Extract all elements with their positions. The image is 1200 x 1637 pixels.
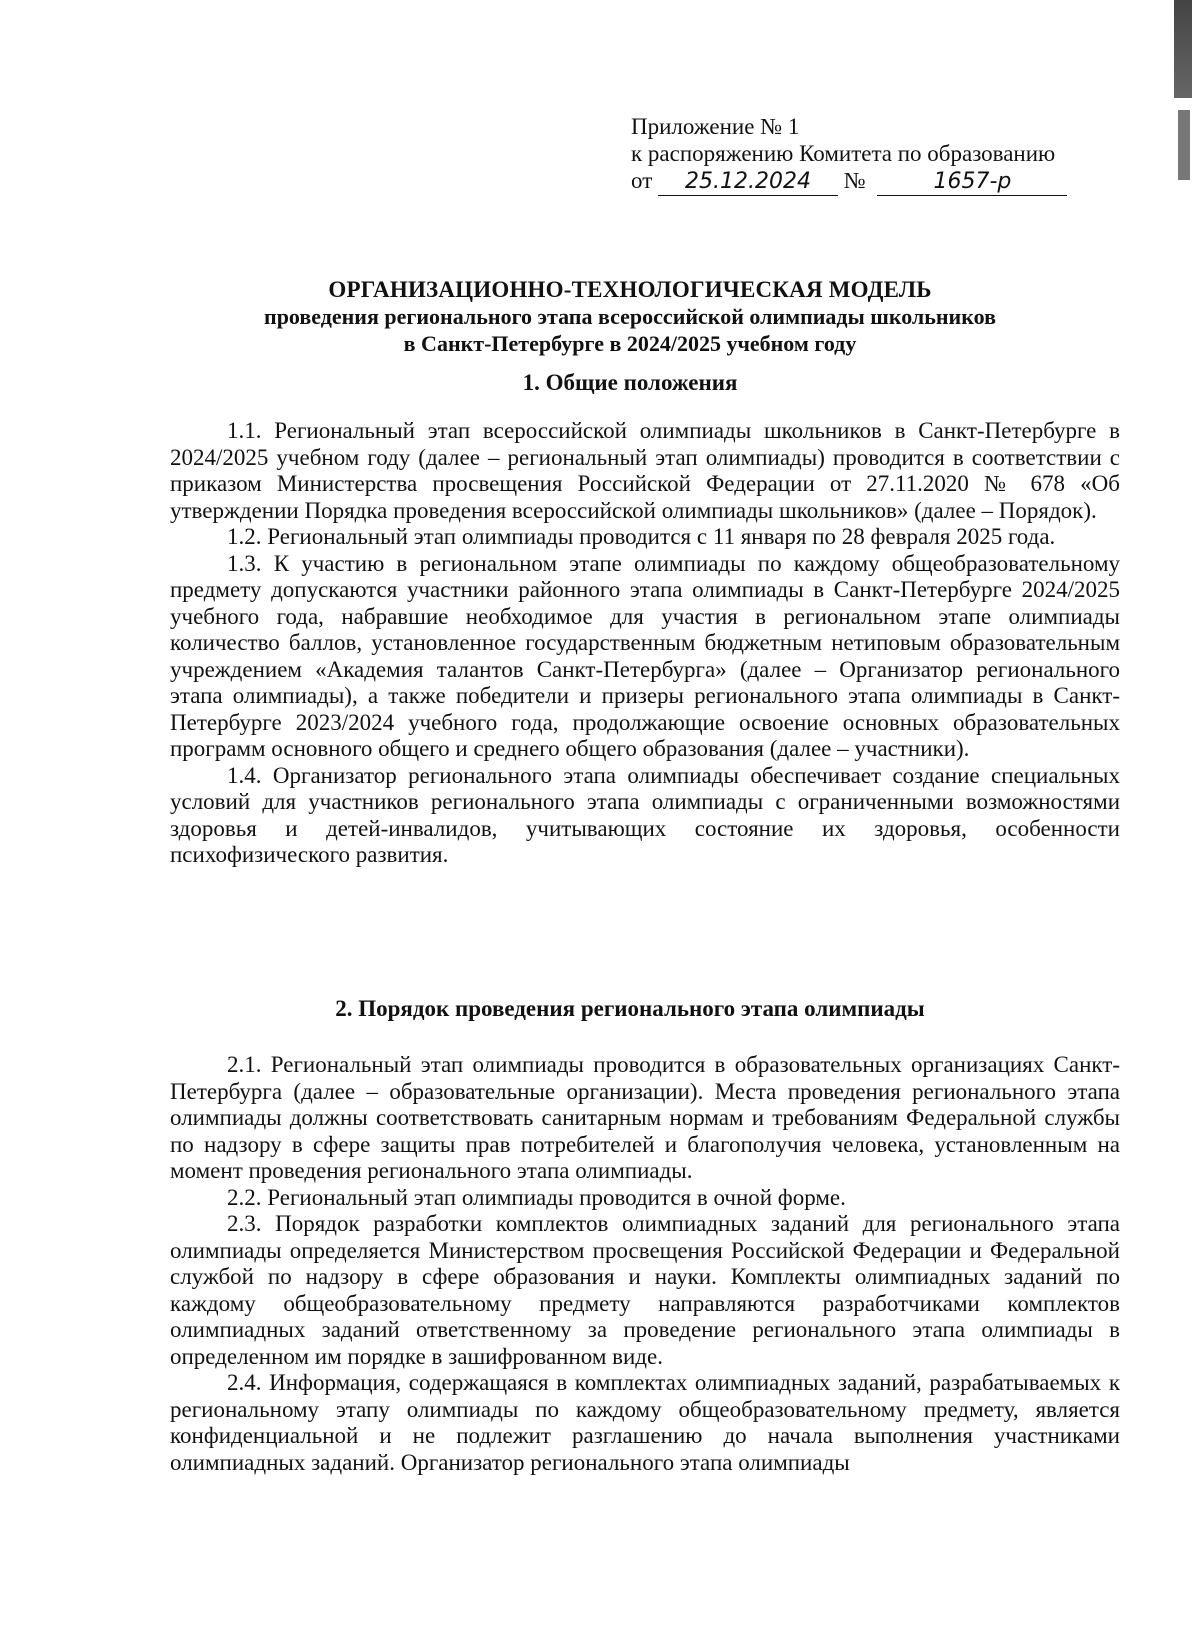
paragraph-2-2: 2.2. Региональный этап олимпиады проводится в очной форме. bbox=[227, 1184, 846, 1210]
scan-edge-mark bbox=[1178, 110, 1190, 180]
title-main: ОРГАНИЗАЦИОННО-ТЕХНОЛОГИЧЕСКАЯ МОДЕЛЬ bbox=[328, 277, 932, 302]
number-label: № bbox=[843, 168, 866, 193]
handwritten-date: 25.12.2024 bbox=[658, 168, 838, 196]
section-2-heading: 2. Порядок проведения регионального этапа олимпиады bbox=[335, 996, 925, 1021]
appendix-number: Приложение № 1 bbox=[631, 114, 800, 139]
title-subtitle-2: в Санкт-Петербурге в 2024/2025 учебном году bbox=[403, 331, 857, 356]
paragraph-1-1: 1.1. Региональный этап всероссийской олимпиады школьников в Санкт-Петербурге в 2024/2025 учебном году (далее – региональный этап олимпиады) проводится в соответствии с приказом Министерства просвещения Российской Федерации от 27.11.2020 № 678 «Об утверждении Порядка проведения всероссийской олимпиады школьников» (далее – Порядок). bbox=[170, 418, 1120, 523]
section-2-body bbox=[170, 1052, 1120, 1476]
appendix-header bbox=[631, 113, 1101, 196]
section-1-body bbox=[170, 418, 1120, 869]
scan-edge-mark bbox=[1174, 0, 1192, 98]
paragraph-2-4: 2.4. Информация, содержащаяся в комплектах олимпиадных заданий, разрабатываемых к региональному этапу олимпиады по каждому общеобразовательному предмету, является конфиденциальной и не подлежит разглашению до начала выполнения участниками олимпиадных заданий. Организатор регионального этапа олимпиады bbox=[170, 1370, 1120, 1475]
paragraph-1-2: 1.2. Региональный этап олимпиады проводится с 11 января по 28 февраля 2025 года. bbox=[227, 524, 1056, 549]
section-1-heading: 1. Общие положения bbox=[522, 370, 738, 395]
appendix-date-number-line bbox=[631, 167, 1101, 196]
paragraph-1-4: 1.4. Организатор регионального этапа олимпиады обеспечивает создание специальных условий для участников регионального этапа олимпиады с ограниченными возможностями здоровья и детей-инвалидов, учитывающих состояние их здоровья, особенности психофизического развития. bbox=[170, 762, 1120, 867]
handwritten-number: 1657-р bbox=[877, 168, 1067, 196]
appendix-reference: к распоряжению Комитета по образованию bbox=[631, 141, 1056, 166]
document-title bbox=[170, 276, 1090, 357]
from-label: от bbox=[631, 168, 653, 193]
paragraph-2-3: 2.3. Порядок разработки комплектов олимпиадных заданий для регионального этапа олимпиады определяется Министерством просвещения Российской Федерации и Федеральной службой по надзору в сфере образования и науки. Комплекты олимпиадных заданий по каждому общеобразовательному предмету направляются разработчиками комплектов олимпиадных заданий ответственному за проведение регионального этапа олимпиады в определенном им порядке в зашифрованном виде. bbox=[170, 1211, 1120, 1369]
title-subtitle-1: проведения регионального этапа всероссийской олимпиады школьников bbox=[264, 304, 996, 329]
paragraph-1-3: 1.3. К участию в региональном этапе олимпиады по каждому общеобразовательному предмету допускаются участники районного этапа олимпиады в Санкт-Петербурге 2024/2025 учебного года, набравшие необходимое для участия в региональном этапе олимпиады количество баллов, установленное государственным бюджетным нетиповым образовательным учреждением «Академия талантов Санкт-Петербурга» (далее – Организатор регионального этапа олимпиады), а также победители и призеры регионального этапа олимпиады в Санкт-Петербурге 2023/2024 учебного года, продолжающие освоение основных образовательных программ основного общего и среднего общего образования (далее – участники). bbox=[170, 550, 1120, 761]
paragraph-2-1: 2.1. Региональный этап олимпиады проводится в образовательных организациях Санкт-Петербурга (далее – образовательные организации). Места проведения регионального этапа олимпиады должны соответствовать санитарным нормам и требованиям Федеральной службы по надзору в сфере защиты прав потребителей и благополучия человека, установленным на момент проведения регионального этапа олимпиады. bbox=[170, 1052, 1120, 1183]
